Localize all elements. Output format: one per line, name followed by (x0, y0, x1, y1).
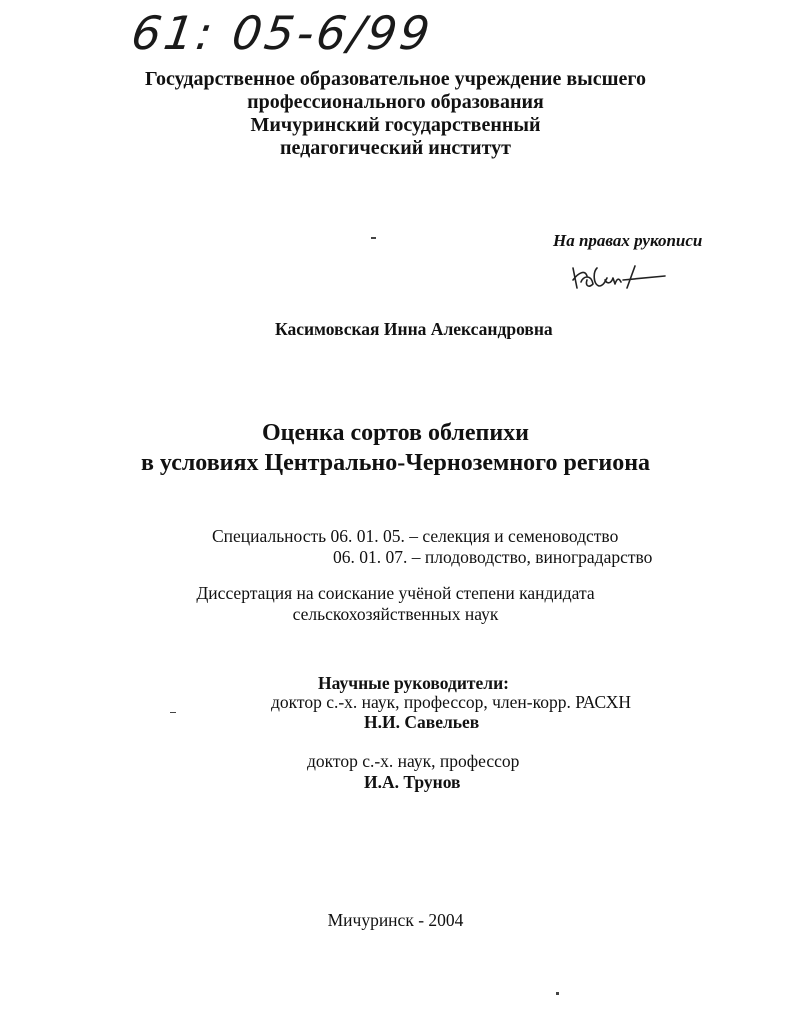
city-year: Мичуринск - 2004 (327, 910, 464, 930)
supervisor-1-name: Н.И. Савельев (364, 712, 480, 732)
specialty-line-2: 06. 01. 07. – плодоводство, виноградарство (333, 547, 653, 567)
archive-code: 61: 05-6/99 (128, 6, 436, 60)
author-name: Касимовская Инна Александровна (275, 319, 553, 339)
scan-speck (371, 237, 376, 239)
supervisors-heading: Научные руководители: (318, 673, 510, 693)
title-line-2: в условиях Центрально-Черноземного региона (140, 450, 651, 476)
institution-line-4: педагогический институт (280, 137, 511, 159)
dissertation-line-1: Диссертация на соискание учёной степени кандидата (196, 583, 595, 603)
supervisor-2-title: доктор с.-х. наук, профессор (307, 751, 520, 771)
dissertation-line-2: сельскохозяйственных наук (292, 604, 499, 624)
institution-line-3: Мичуринский государственный (250, 114, 541, 136)
specialty-line-1: Специальность 06. 01. 05. – селекция и семеноводство (212, 526, 619, 546)
institution-line-2: профессионального образования (247, 91, 544, 113)
signature (567, 258, 667, 298)
scan-speck (556, 992, 559, 995)
title-line-1: Оценка сортов облепихи (262, 420, 529, 446)
supervisor-1-title: доктор с.-х. наук, профессор, член-корр. РАСХН (271, 692, 631, 712)
institution-line-1: Государственное образовательное учреждение высшего (145, 68, 646, 90)
scan-speck (170, 712, 176, 713)
manuscript-note: На правах рукописи (553, 231, 703, 250)
supervisor-2-name: И.А. Трунов (364, 772, 461, 792)
